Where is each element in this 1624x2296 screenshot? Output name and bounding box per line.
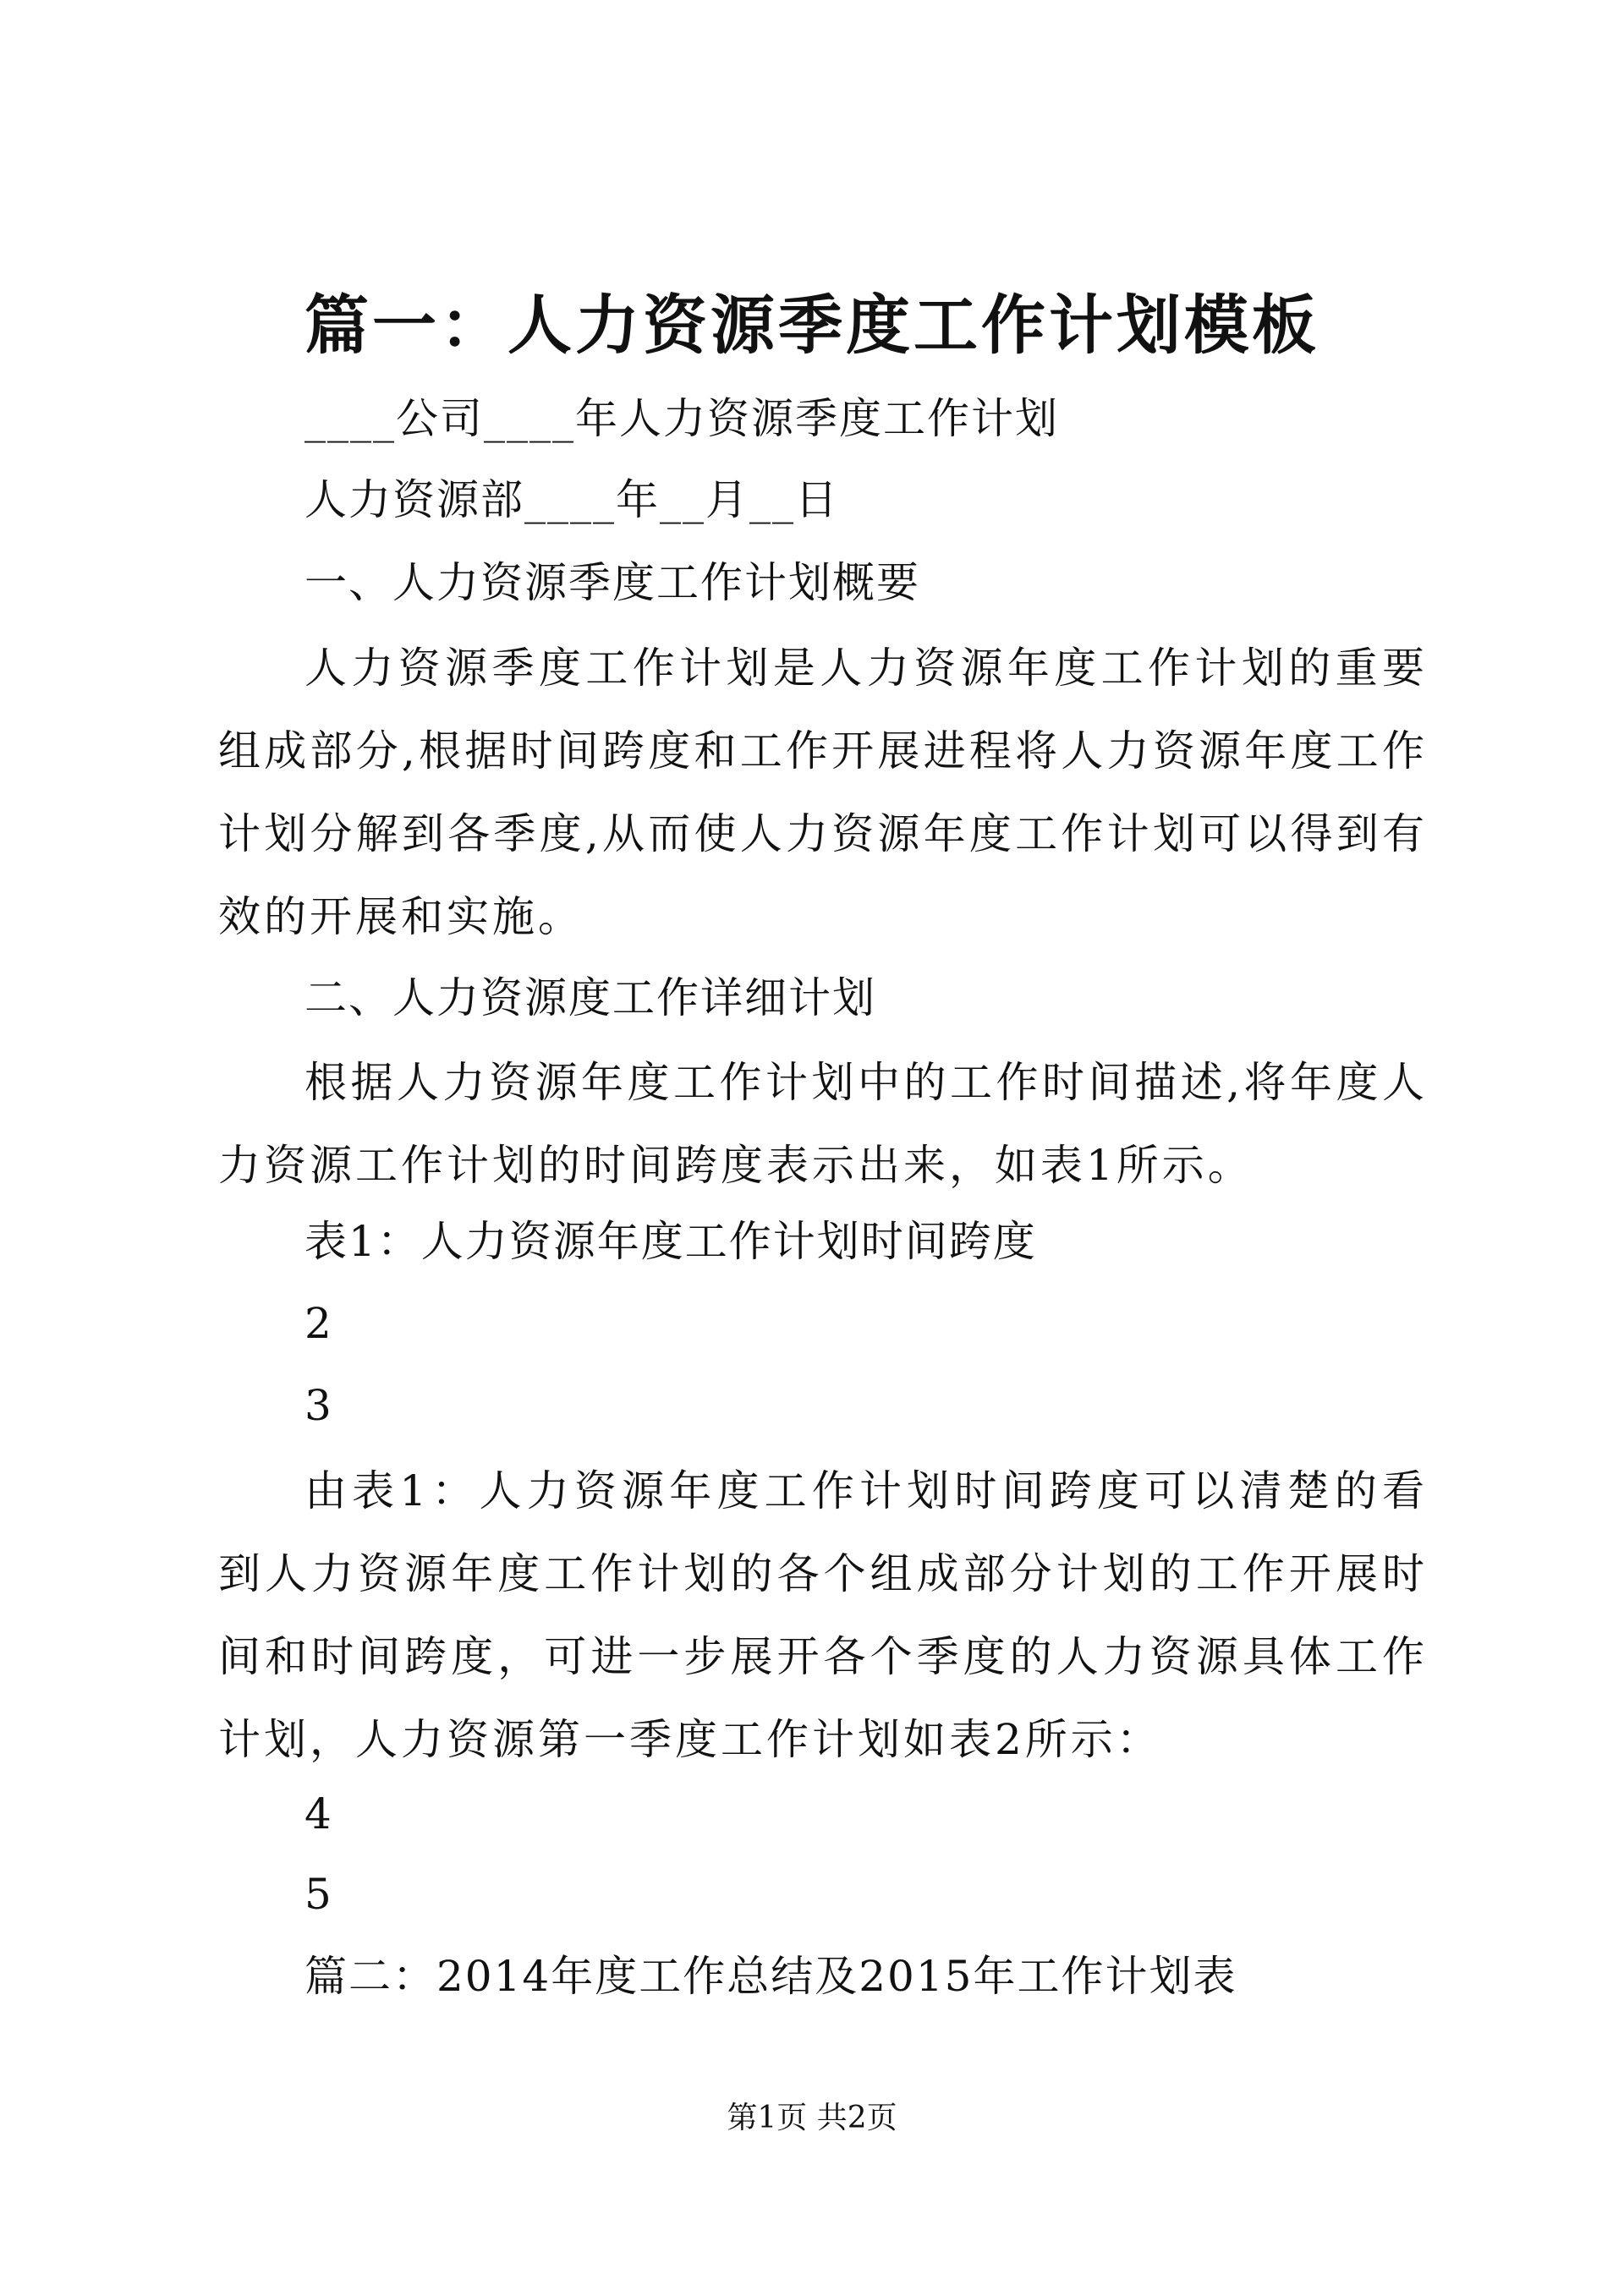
company-plan-heading: ____公司____年人力资源季度工作计划 <box>304 394 1059 443</box>
page-number-2: 2 <box>304 1299 333 1348</box>
section-2-heading: 二、人力资源度工作详细计划 <box>304 973 876 1022</box>
paragraph-overview: 人力资源季度工作计划是人力资源年度工作计划的重要组成部分,根据时间跨度和工作开展进程将人力资源年度工作计划分解到各季度,从而使人力资源年度工作计划可以得到有效的开展和实施。 <box>218 644 1428 941</box>
paragraph-detail-plan: 根据人力资源年度工作计划中的工作时间描述,将年度人力资源工作计划的时间跨度表示出来，如表1所示。 <box>218 1058 1428 1190</box>
next-article-heading: 篇二：2014年度工作总结及2015年工作计划表 <box>304 1952 1237 2001</box>
page-number-3: 3 <box>304 1381 333 1430</box>
document-title: 篇一：人力资源季度工作计划模板 <box>304 288 1320 363</box>
page-footer: 第1页 共2页 <box>727 2101 897 2135</box>
section-1-heading: 一、人力资源季度工作计划概要 <box>304 558 920 607</box>
department-date-line: 人力资源部____年__月__日 <box>304 475 839 524</box>
paragraph-table-analysis: 由表1：人力资源年度工作计划时间跨度可以清楚的看到人力资源年度工作计划的各个组成部分计划的工作开展时间和时间跨度，可进一步展开各个季度的人力资源具体工作计划，人力资源第一季度工作计划如表2所示： <box>218 1466 1428 1764</box>
page-number-4: 4 <box>304 1789 333 1838</box>
table-1-caption: 表1：人力资源年度工作计划时间跨度 <box>304 1217 1037 1266</box>
page-number-5: 5 <box>304 1870 333 1919</box>
